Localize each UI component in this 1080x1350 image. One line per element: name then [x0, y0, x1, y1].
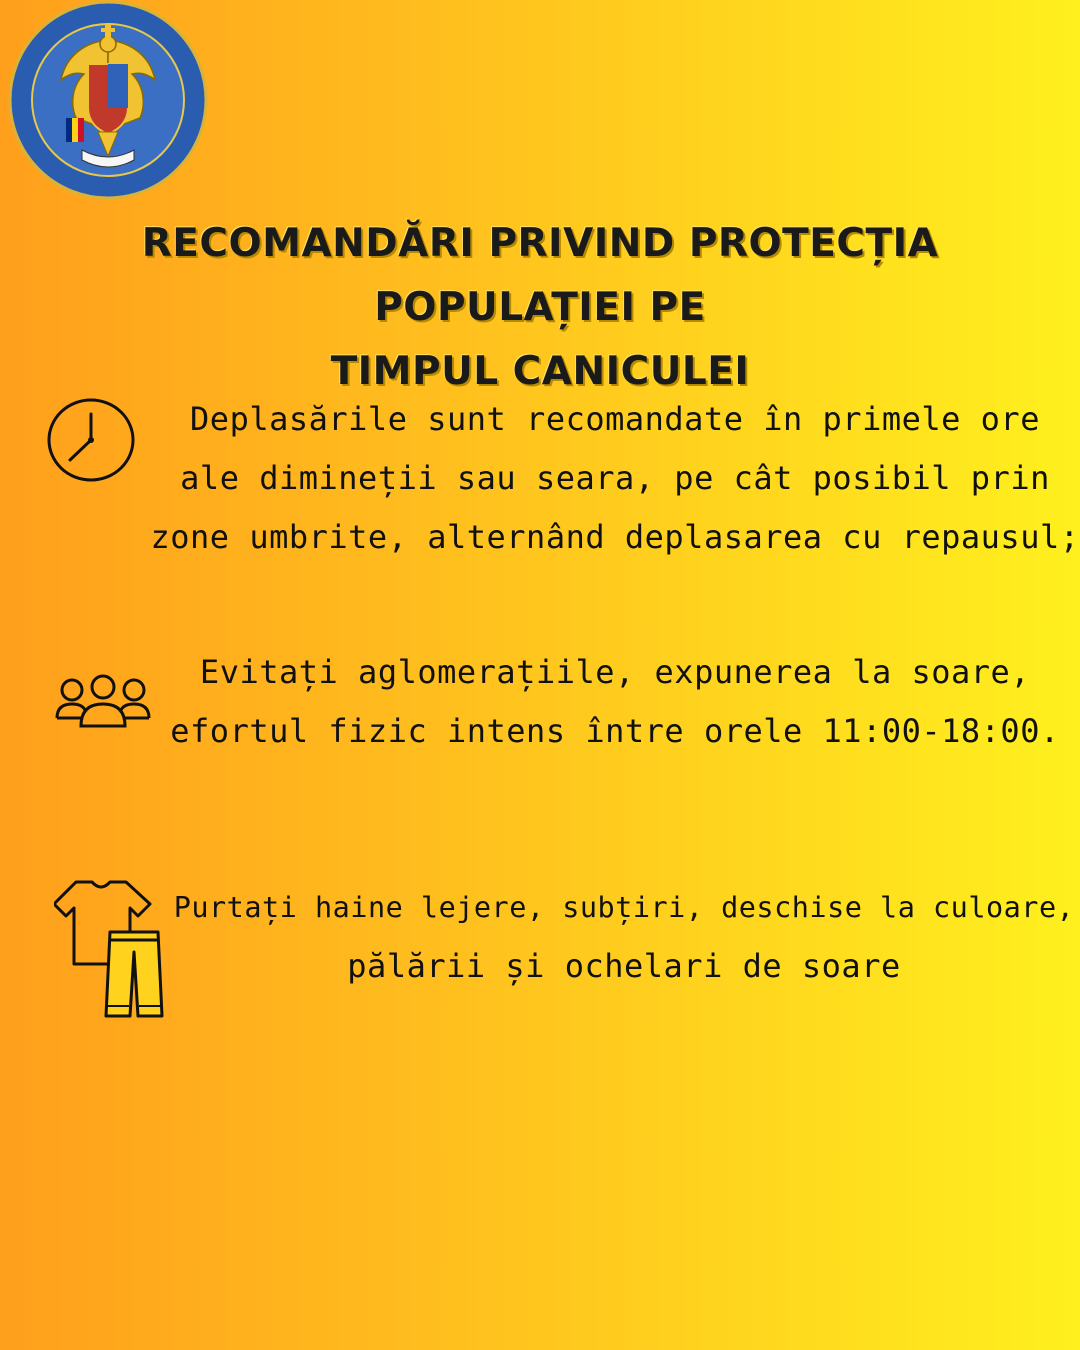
- emblem-logo: [6, 0, 210, 200]
- people-group-icon: [54, 674, 152, 734]
- recommendation-1-line-3: zone umbrite, alternând deplasarea cu repausul;: [150, 518, 1080, 556]
- recommendation-text-3: [168, 878, 1080, 996]
- clothes-icon: [54, 880, 166, 1024]
- emblem-logo-graphic: [6, 0, 210, 200]
- recommendation-3-line-2: pălării și ochelari de soare: [347, 947, 901, 985]
- recommendation-1-line-1: Deplasările sunt recomandate în primele ore: [190, 400, 1040, 438]
- recommendation-text-1: [150, 390, 1080, 567]
- recommendation-1-line-2: ale dimineții sau seara, pe cât posibil prin: [180, 459, 1050, 497]
- title-line-2: TIMPUL CANICULEI: [330, 349, 750, 394]
- title-line-1: RECOMANDĂRI PRIVIND PROTECȚIA POPULAȚIEI PE: [141, 221, 939, 330]
- recommendation-3-line-1: Purtați haine lejere, subțiri, deschise la culoare,: [173, 891, 1075, 924]
- recommendation-text-2: [150, 643, 1080, 761]
- recommendation-2-line-1: Evitați aglomerațiile, expunerea la soare,: [199, 653, 1031, 691]
- page-title: [20, 212, 1060, 404]
- recommendation-2-line-2: efortul fizic intens între orele 11:00-18:00.: [170, 712, 1060, 750]
- clock-icon: [46, 396, 138, 488]
